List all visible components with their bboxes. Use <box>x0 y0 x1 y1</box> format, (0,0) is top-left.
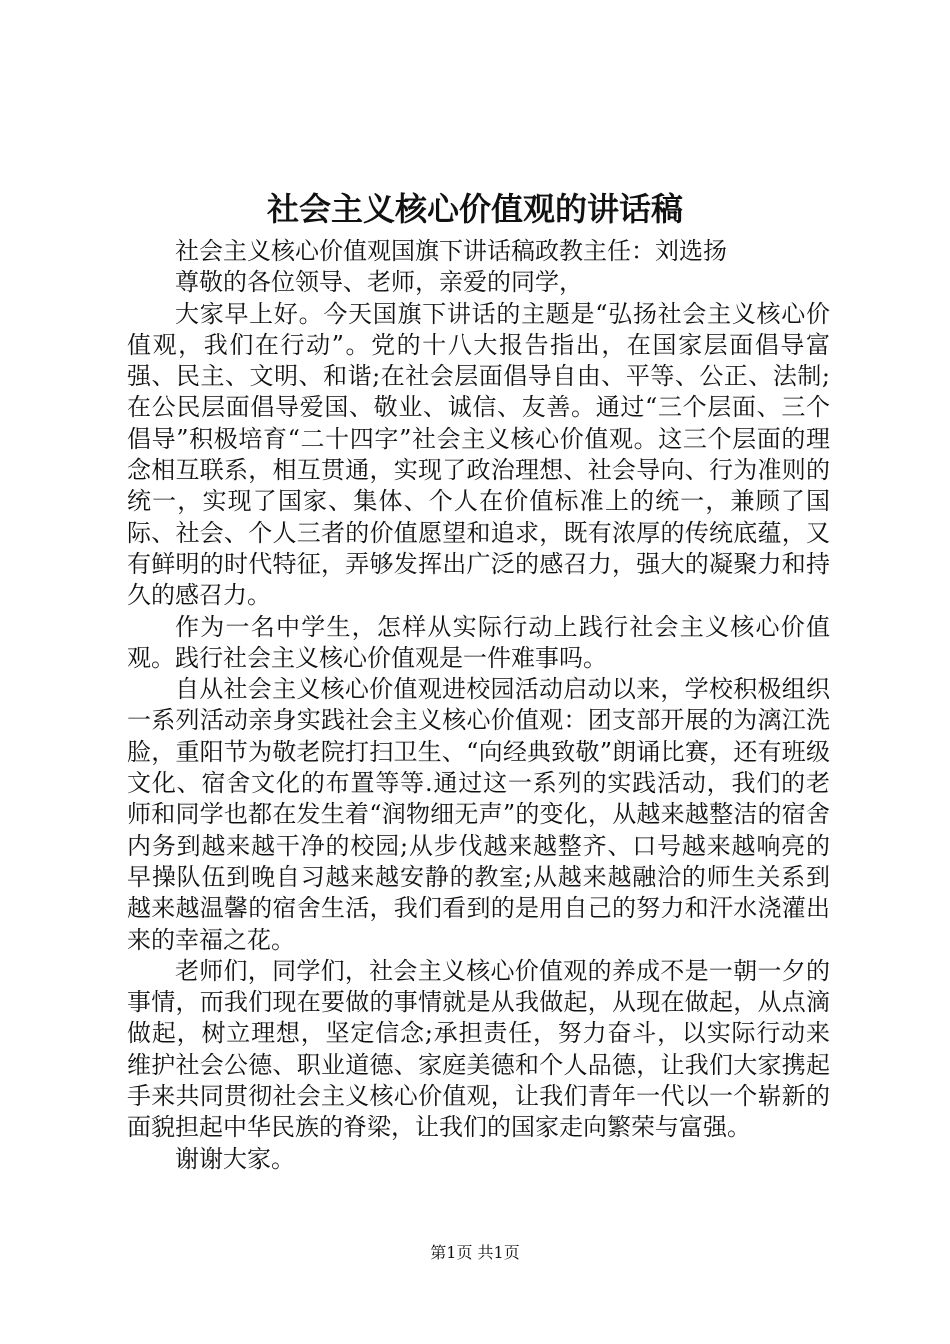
paragraph-opening: 大家早上好。今天国旗下讲话的主题是“弘扬社会主义核心价值观，我们在行动”。党的十八大报告指出，在国家层面倡导富强、民主、文明、和谐;在社会层面倡导自由、平等、公正、法制;在公民层面倡导爱国、敬业、诚信、友善。通过“三个层面、三个倡导”积极培育“二十四字”社会主义核心价值观。这三个层面的理念相互联系，相互贯通，实现了政治理想、社会导向、行为准则的统一，实现了国家、集体、个人在价值标准上的统一，兼顾了国际、社会、个人三者的价值愿望和追求，既有浓厚的传统底蕴，又有鲜明的时代特征，弄够发挥出广泛的感召力，强大的凝聚力和持久的感召力。 <box>127 299 830 610</box>
closing-thanks: 谢谢大家。 <box>175 1144 295 1173</box>
subtitle-line: 社会主义核心价值观国旗下讲话稿政教主任：刘选扬 <box>175 237 727 265</box>
document-title: 社会主义核心价值观的讲话稿 <box>266 190 683 228</box>
paragraph-call-to-action: 老师们，同学们，社会主义核心价值观的养成不是一朝一夕的事情，而我们现在要做的事情就是从我做起，从现在做起，从点滴做起，树立理想，坚定信念;承担责任，努力奋斗，以实际行动来维护社会公德、职业道德、家庭美德和个人品德，让我们大家携起手来共同贯彻社会主义核心价值观，让我们青年一代以一个崭新的面貌担起中华民族的脊梁，让我们的国家走向繁荣与富强。 <box>127 956 830 1142</box>
paragraph-question: 作为一名中学生，怎样从实际行动上践行社会主义核心价值观。践行社会主义核心价值观是一件难事吗。 <box>127 612 830 672</box>
paragraph-activities: 自从社会主义核心价值观进校园活动启动以来，学校积极组织一系列活动亲身实践社会主义核心价值观：团支部开展的为漓江洗脸，重阳节为敬老院打扫卫生、“向经典致敬”朗诵比赛，还有班级文化、宿舍文化的布置等等.通过这一系列的实践活动，我们的老师和同学也都在发生着“润物细无声”的变化，从越来越整洁的宿舍内务到越来越干净的校园;从步伐越来越整齐、口号越来越响亮的早操队伍到晚自习越来越安静的教室;从越来越融洽的师生关系到越来越温馨的宿舍生活，我们看到的是用自己的努力和汗水浇灌出来的幸福之花。 <box>127 675 830 954</box>
salutation: 尊敬的各位领导、老师，亲爱的同学， <box>175 268 583 297</box>
document-body <box>127 236 830 1175</box>
page-footer: 第1页 共1页 <box>430 1243 520 1262</box>
